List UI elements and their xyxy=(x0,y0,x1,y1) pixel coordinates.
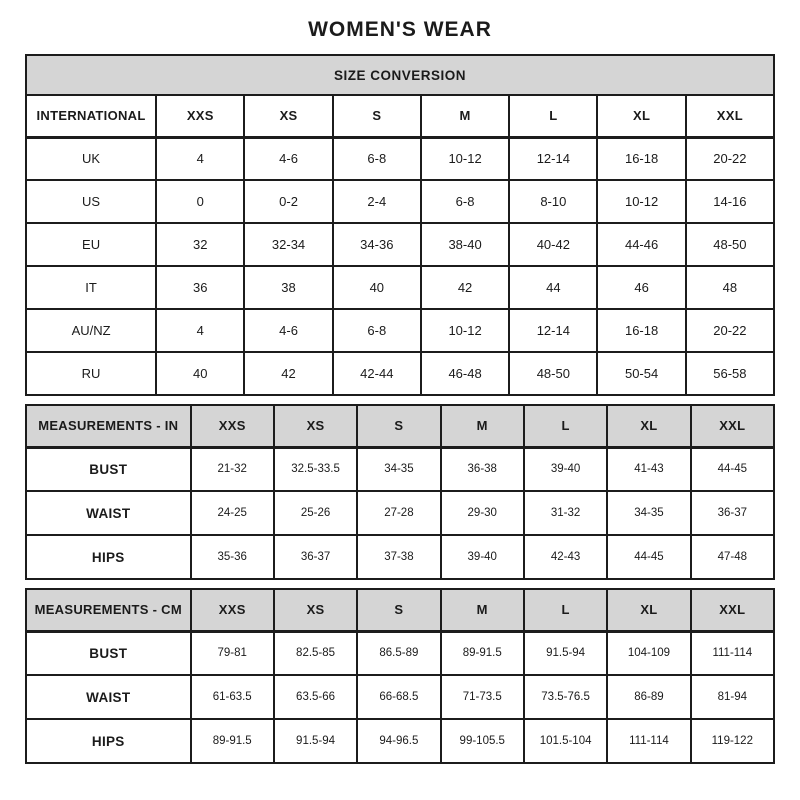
row-label: WAIST xyxy=(26,675,191,719)
table-cell: 101.5-104 xyxy=(524,719,607,763)
column-header-xl: XL xyxy=(597,95,685,137)
column-header-xxl: XXL xyxy=(691,589,774,631)
column-header-xs: XS xyxy=(274,589,357,631)
table-cell: 61-63.5 xyxy=(191,675,274,719)
row-label: EU xyxy=(26,223,156,266)
table-cell: 56-58 xyxy=(686,352,774,395)
table-cell: 91.5-94 xyxy=(524,631,607,675)
measurements-cm-table xyxy=(25,588,775,764)
table-row xyxy=(26,180,774,223)
column-header-xl: XL xyxy=(607,589,690,631)
table-cell: 2-4 xyxy=(333,180,421,223)
table-cell: 111-114 xyxy=(607,719,690,763)
row-label: UK xyxy=(26,137,156,180)
table-row xyxy=(26,447,774,491)
table-cell: 42 xyxy=(421,266,509,309)
table-cell: 86-89 xyxy=(607,675,690,719)
column-header-l: L xyxy=(524,589,607,631)
table-cell: 79-81 xyxy=(191,631,274,675)
table-cell: 34-35 xyxy=(607,491,690,535)
table-cell: 31-32 xyxy=(524,491,607,535)
table-cell: 6-8 xyxy=(421,180,509,223)
table-cell: 6-8 xyxy=(333,309,421,352)
column-header-xxs: XXS xyxy=(191,589,274,631)
table-cell: 44-46 xyxy=(597,223,685,266)
table-cell: 40 xyxy=(333,266,421,309)
column-header-row xyxy=(26,589,774,631)
column-header-s: S xyxy=(357,589,440,631)
table-row xyxy=(26,266,774,309)
table-cell: 47-48 xyxy=(691,535,774,579)
table-cell: 25-26 xyxy=(274,491,357,535)
table-cell: 4-6 xyxy=(244,309,332,352)
column-header-m: M xyxy=(441,405,524,447)
column-header-xl: XL xyxy=(607,405,690,447)
row-label: RU xyxy=(26,352,156,395)
table-cell: 32 xyxy=(156,223,244,266)
measurements-in-body xyxy=(26,447,774,579)
table-cell: 12-14 xyxy=(509,309,597,352)
table-cell: 38 xyxy=(244,266,332,309)
row-label: US xyxy=(26,180,156,223)
table-cell: 81-94 xyxy=(691,675,774,719)
table-row xyxy=(26,309,774,352)
table-row xyxy=(26,631,774,675)
table-cell: 16-18 xyxy=(597,137,685,180)
table-cell: 6-8 xyxy=(333,137,421,180)
table-cell: 34-36 xyxy=(333,223,421,266)
table-row xyxy=(26,352,774,395)
table-cell: 42-43 xyxy=(524,535,607,579)
table-cell: 46 xyxy=(597,266,685,309)
table-cell: 89-91.5 xyxy=(441,631,524,675)
table-cell: 20-22 xyxy=(686,309,774,352)
table-cell: 4 xyxy=(156,309,244,352)
column-header-international: INTERNATIONAL xyxy=(26,95,156,137)
table-cell: 48-50 xyxy=(686,223,774,266)
table-row xyxy=(26,719,774,763)
row-label: HIPS xyxy=(26,535,191,579)
table-cell: 36-37 xyxy=(691,491,774,535)
table-cell: 44 xyxy=(509,266,597,309)
size-conversion-body xyxy=(26,137,774,395)
table-cell: 44-45 xyxy=(691,447,774,491)
row-label: WAIST xyxy=(26,491,191,535)
table-cell: 86.5-89 xyxy=(357,631,440,675)
row-label: BUST xyxy=(26,631,191,675)
page-title: WOMEN'S WEAR xyxy=(308,18,492,41)
banner-row xyxy=(26,55,774,95)
column-header-row xyxy=(26,95,774,137)
column-header-xs: XS xyxy=(244,95,332,137)
table-cell: 73.5-76.5 xyxy=(524,675,607,719)
table-row xyxy=(26,491,774,535)
column-header-m: M xyxy=(441,589,524,631)
table-cell: 35-36 xyxy=(191,535,274,579)
table-cell: 37-38 xyxy=(357,535,440,579)
table-row xyxy=(26,137,774,180)
column-header-xxs: XXS xyxy=(191,405,274,447)
table-cell: 48 xyxy=(686,266,774,309)
table-cell: 94-96.5 xyxy=(357,719,440,763)
table-cell: 36-37 xyxy=(274,535,357,579)
column-header-xxl: XXL xyxy=(686,95,774,137)
table-cell: 42 xyxy=(244,352,332,395)
table-cell: 82.5-85 xyxy=(274,631,357,675)
column-header-xs: XS xyxy=(274,405,357,447)
table-cell: 0-2 xyxy=(244,180,332,223)
table-cell: 40 xyxy=(156,352,244,395)
table-cell: 99-105.5 xyxy=(441,719,524,763)
table-cell: 36 xyxy=(156,266,244,309)
table-cell: 42-44 xyxy=(333,352,421,395)
table-cell: 44-45 xyxy=(607,535,690,579)
table-cell: 10-12 xyxy=(421,137,509,180)
table-cell: 39-40 xyxy=(524,447,607,491)
table-cell: 14-16 xyxy=(686,180,774,223)
column-header-row xyxy=(26,405,774,447)
table-cell: 4 xyxy=(156,137,244,180)
table-cell: 10-12 xyxy=(597,180,685,223)
table-cell: 41-43 xyxy=(607,447,690,491)
table-cell: 0 xyxy=(156,180,244,223)
table-cell: 46-48 xyxy=(421,352,509,395)
column-header-xxl: XXL xyxy=(691,405,774,447)
row-label: AU/NZ xyxy=(26,309,156,352)
table-cell: 21-32 xyxy=(191,447,274,491)
table-cell: 91.5-94 xyxy=(274,719,357,763)
table-cell: 20-22 xyxy=(686,137,774,180)
table-cell: 32.5-33.5 xyxy=(274,447,357,491)
row-label: BUST xyxy=(26,447,191,491)
table-cell: 40-42 xyxy=(509,223,597,266)
table-cell: 119-122 xyxy=(691,719,774,763)
table-cell: 16-18 xyxy=(597,309,685,352)
table-cell: 111-114 xyxy=(691,631,774,675)
measurements-in-table xyxy=(25,404,775,580)
table-cell: 27-28 xyxy=(357,491,440,535)
table-cell: 29-30 xyxy=(441,491,524,535)
row-label: HIPS xyxy=(26,719,191,763)
table-cell: 34-35 xyxy=(357,447,440,491)
table-cell: 4-6 xyxy=(244,137,332,180)
table-cell: 12-14 xyxy=(509,137,597,180)
table-cell: 36-38 xyxy=(441,447,524,491)
table-cell: 24-25 xyxy=(191,491,274,535)
size-conversion-table xyxy=(25,54,775,396)
measurements-cm-body xyxy=(26,631,774,763)
table-cell: 32-34 xyxy=(244,223,332,266)
size-conversion-header: SIZE CONVERSION xyxy=(26,55,774,95)
table-cell: 10-12 xyxy=(421,309,509,352)
table-row xyxy=(26,223,774,266)
table-cell: 66-68.5 xyxy=(357,675,440,719)
table-cell: 39-40 xyxy=(441,535,524,579)
column-header-l: L xyxy=(524,405,607,447)
table-cell: 104-109 xyxy=(607,631,690,675)
measurements-cm-header: MEASUREMENTS - CM xyxy=(26,589,191,631)
table-cell: 63.5-66 xyxy=(274,675,357,719)
table-row xyxy=(26,675,774,719)
column-header-l: L xyxy=(509,95,597,137)
table-row xyxy=(26,535,774,579)
column-header-m: M xyxy=(421,95,509,137)
row-label: IT xyxy=(26,266,156,309)
table-cell: 8-10 xyxy=(509,180,597,223)
measurements-in-header: MEASUREMENTS - IN xyxy=(26,405,191,447)
table-cell: 71-73.5 xyxy=(441,675,524,719)
table-cell: 50-54 xyxy=(597,352,685,395)
column-header-xxs: XXS xyxy=(156,95,244,137)
column-header-s: S xyxy=(333,95,421,137)
table-cell: 48-50 xyxy=(509,352,597,395)
table-cell: 89-91.5 xyxy=(191,719,274,763)
table-cell: 38-40 xyxy=(421,223,509,266)
column-header-s: S xyxy=(357,405,440,447)
